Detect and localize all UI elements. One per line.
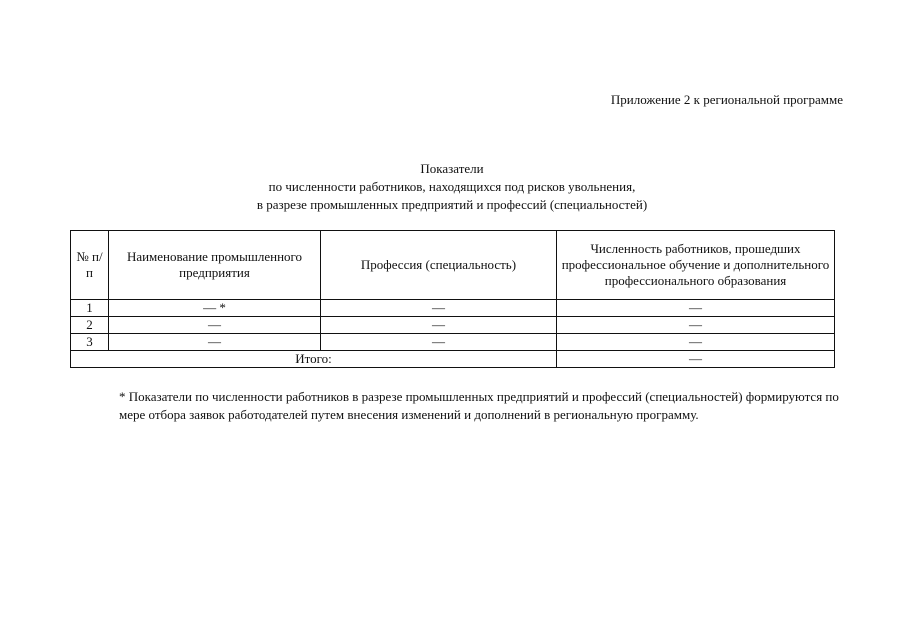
- total-label: Итого:: [71, 351, 557, 368]
- row-enterprise: —: [109, 334, 321, 351]
- row-num: 1: [71, 300, 109, 317]
- footnote: * Показатели по численности работников в разрезе промышленных предприятий и профессий (специальностей) формируются по мере отбора заявок работодателей путем внесения изменений и дополнений в региональную программу.: [119, 389, 839, 422]
- row-enterprise: — *: [109, 300, 321, 317]
- total-row: [71, 351, 835, 368]
- table-header-row: [71, 231, 835, 300]
- row-enterprise: —: [109, 317, 321, 334]
- table-row: [71, 300, 835, 317]
- title-line-1: Показатели: [420, 161, 484, 176]
- title-line-3: в разрезе промышленных предприятий и профессий (специальностей): [256, 197, 648, 212]
- row-num: 3: [71, 334, 109, 351]
- appendix-label: Приложение 2 к региональной программе: [610, 92, 843, 107]
- header-num: № п/п: [71, 231, 109, 300]
- row-count: —: [557, 300, 835, 317]
- row-profession: —: [321, 334, 557, 351]
- table-row: [71, 334, 835, 351]
- row-num: 2: [71, 317, 109, 334]
- header-profession: Профессия (специальность): [321, 231, 557, 300]
- row-profession: —: [321, 300, 557, 317]
- header-enterprise: Наименование промышленного предприятия: [109, 231, 321, 300]
- header-count: Численность работников, прошедших профессиональное обучение и дополнительного профессионального образования: [557, 231, 835, 300]
- indicators-table: [70, 230, 835, 368]
- row-count: —: [557, 317, 835, 334]
- row-count: —: [557, 334, 835, 351]
- row-profession: —: [321, 317, 557, 334]
- table-row: [71, 317, 835, 334]
- total-count: —: [557, 351, 835, 368]
- document-title: [70, 160, 834, 214]
- title-line-2: по численности работников, находящихся под рисков увольнения,: [268, 179, 636, 194]
